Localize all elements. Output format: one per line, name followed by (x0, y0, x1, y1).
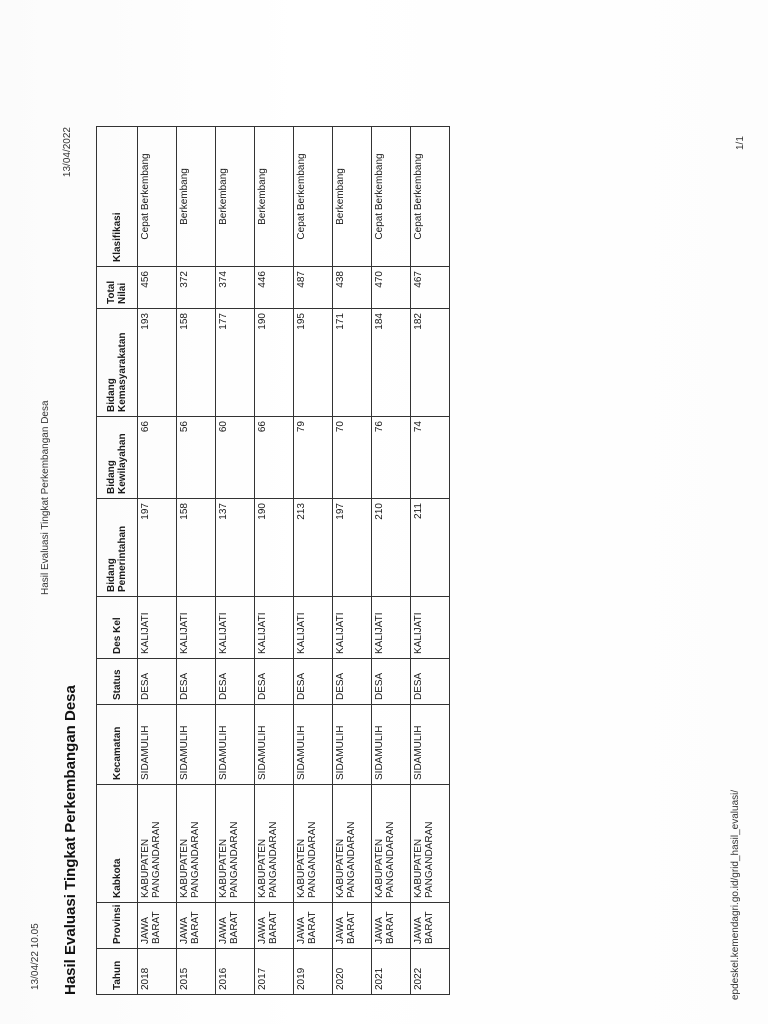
table-cell: SIDAMULIH (372, 705, 411, 785)
table-cell: KABUPATEN PANGANDARAN (411, 785, 450, 903)
table-cell: SIDAMULIH (411, 705, 450, 785)
table-cell: 195 (294, 309, 333, 417)
table-cell: 171 (333, 309, 372, 417)
column-header: Provinsi (97, 903, 138, 949)
table-cell: 467 (411, 267, 450, 309)
page-number: 1/1 (735, 136, 746, 150)
table-cell: 374 (216, 267, 255, 309)
table-cell: 190 (255, 309, 294, 417)
table-cell: KABUPATEN PANGANDARAN (216, 785, 255, 903)
table-cell: 184 (372, 309, 411, 417)
table-cell: 210 (372, 499, 411, 597)
table-cell: JAWA BARAT (216, 903, 255, 949)
column-header: Kabkota (97, 785, 138, 903)
table-cell: KALIJATI (333, 597, 372, 659)
table-cell: JAWA BARAT (255, 903, 294, 949)
table-cell: SIDAMULIH (138, 705, 177, 785)
table-cell: Cepat Berkembang (294, 127, 333, 267)
table-cell: 211 (411, 499, 450, 597)
column-header: Klasifikasi (97, 127, 138, 267)
table-cell: KABUPATEN PANGANDARAN (177, 785, 216, 903)
table-cell: SIDAMULIH (177, 705, 216, 785)
table-cell: 177 (216, 309, 255, 417)
table-cell: JAWA BARAT (411, 903, 450, 949)
table-cell: 56 (177, 417, 216, 499)
table-row (177, 127, 216, 995)
table-cell: 2016 (216, 949, 255, 995)
table-cell: 2018 (138, 949, 177, 995)
table-cell: KALIJATI (372, 597, 411, 659)
column-header: Total Nilai (97, 267, 138, 309)
table-cell: SIDAMULIH (216, 705, 255, 785)
print-datetime: 13/04/22 10.05 (30, 923, 41, 990)
table-cell: Cepat Berkembang (411, 127, 450, 267)
table-cell: KALIJATI (411, 597, 450, 659)
table-cell: 197 (333, 499, 372, 597)
table-cell: 372 (177, 267, 216, 309)
table-cell: 70 (333, 417, 372, 499)
table-row (138, 127, 177, 995)
column-header: Bidang Kemasyarakatan (97, 309, 138, 417)
table-cell: DESA (411, 659, 450, 705)
table-cell: Berkembang (216, 127, 255, 267)
table-cell: DESA (177, 659, 216, 705)
table-row (294, 127, 333, 995)
table-cell: 446 (255, 267, 294, 309)
column-header: Kecamatan (97, 705, 138, 785)
table-cell: JAWA BARAT (138, 903, 177, 949)
table-cell: 2017 (255, 949, 294, 995)
table-cell: DESA (333, 659, 372, 705)
table-cell: JAWA BARAT (333, 903, 372, 949)
column-header: Bidang Kewilayahan (97, 417, 138, 499)
table-cell: DESA (294, 659, 333, 705)
table-cell: Berkembang (255, 127, 294, 267)
table-cell: DESA (372, 659, 411, 705)
table-cell: KABUPATEN PANGANDARAN (333, 785, 372, 903)
document-date: 13/04/2022 (62, 127, 73, 178)
table-cell: KALIJATI (138, 597, 177, 659)
table-cell: 193 (138, 309, 177, 417)
table-cell: 2022 (411, 949, 450, 995)
table-cell: 66 (255, 417, 294, 499)
table-row (411, 127, 450, 995)
print-page-title: Hasil Evaluasi Tingkat Perkembangan Desa (40, 400, 51, 595)
table-cell: KALIJATI (216, 597, 255, 659)
table-cell: 2019 (294, 949, 333, 995)
table-cell: 190 (255, 499, 294, 597)
table-cell: 74 (411, 417, 450, 499)
table-cell: SIDAMULIH (294, 705, 333, 785)
evaluation-table (96, 126, 450, 995)
table-cell: 213 (294, 499, 333, 597)
table-cell: 2015 (177, 949, 216, 995)
table-cell: KABUPATEN PANGANDARAN (294, 785, 333, 903)
table-cell: 79 (294, 417, 333, 499)
table-row (372, 127, 411, 995)
table-cell: SIDAMULIH (255, 705, 294, 785)
column-header: Status (97, 659, 138, 705)
table-cell: SIDAMULIH (333, 705, 372, 785)
table-cell: KABUPATEN PANGANDARAN (138, 785, 177, 903)
table-cell: KALIJATI (294, 597, 333, 659)
document-frame (58, 127, 498, 995)
table-cell: 158 (177, 309, 216, 417)
table-cell: JAWA BARAT (177, 903, 216, 949)
table-cell: DESA (138, 659, 177, 705)
table-cell: DESA (255, 659, 294, 705)
table-cell: 456 (138, 267, 177, 309)
table-cell: 76 (372, 417, 411, 499)
column-header: Des Kel (97, 597, 138, 659)
table-cell: KALIJATI (255, 597, 294, 659)
table-cell: 60 (216, 417, 255, 499)
table-cell: JAWA BARAT (294, 903, 333, 949)
table-cell: Berkembang (177, 127, 216, 267)
table-cell: Berkembang (333, 127, 372, 267)
table-cell: KALIJATI (177, 597, 216, 659)
column-header: Bidang Pemerintahan (97, 499, 138, 597)
table-cell: DESA (216, 659, 255, 705)
table-cell: JAWA BARAT (372, 903, 411, 949)
table-cell: KABUPATEN PANGANDARAN (255, 785, 294, 903)
table-cell: 197 (138, 499, 177, 597)
table-cell: 66 (138, 417, 177, 499)
table-cell: Cepat Berkembang (138, 127, 177, 267)
table-cell: 438 (333, 267, 372, 309)
table-cell: 2020 (333, 949, 372, 995)
table-cell: 470 (372, 267, 411, 309)
table-cell: 182 (411, 309, 450, 417)
column-header: Tahun (97, 949, 138, 995)
table-header-row (97, 127, 138, 995)
table-cell: KABUPATEN PANGANDARAN (372, 785, 411, 903)
table-cell: 2021 (372, 949, 411, 995)
document-title: Hasil Evaluasi Tingkat Perkembangan Desa (62, 685, 79, 995)
table-cell: Cepat Berkembang (372, 127, 411, 267)
table-row (255, 127, 294, 995)
footer-url: epdeskel.kemendagri.go.id/grid_hasil_evaluasi/ (730, 789, 741, 1000)
table-cell: 487 (294, 267, 333, 309)
table-row (216, 127, 255, 995)
table-cell: 158 (177, 499, 216, 597)
table-row (333, 127, 372, 995)
table-cell: 137 (216, 499, 255, 597)
